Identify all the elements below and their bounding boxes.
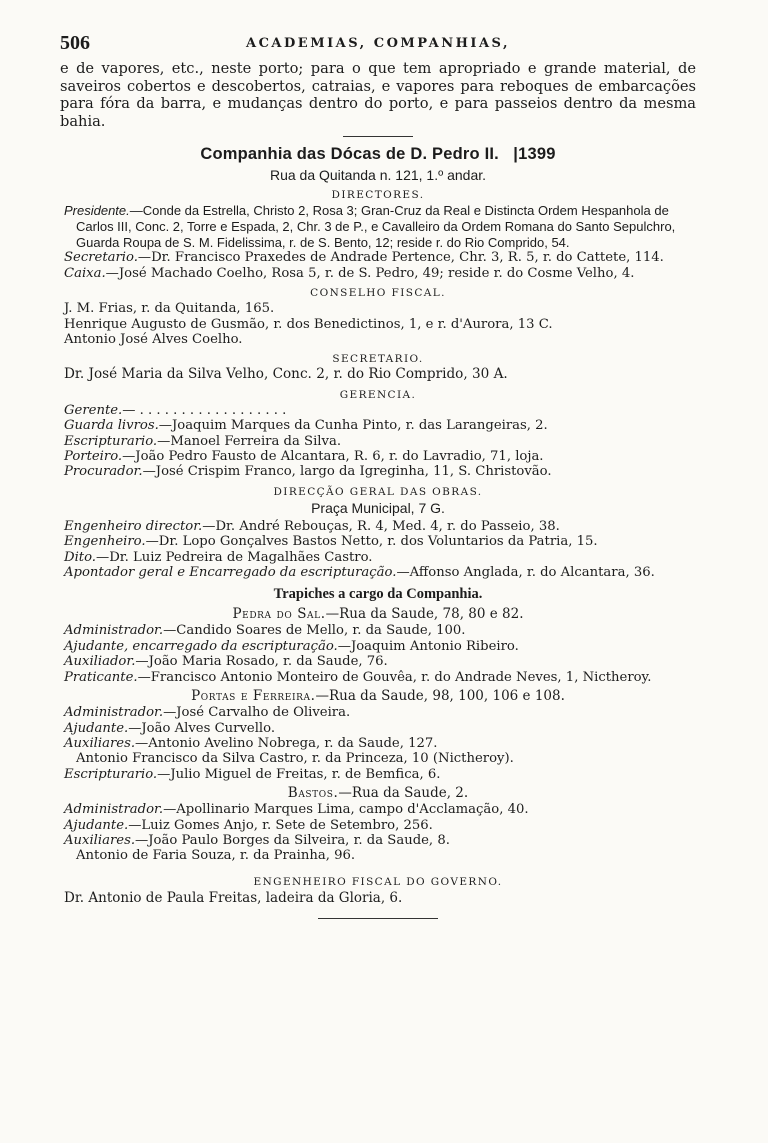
list-item	[60, 403, 696, 418]
company-title	[60, 145, 696, 164]
entry-text: —João Alves Curvello.	[128, 720, 276, 736]
role-label: Caixa.	[64, 265, 106, 281]
list-item	[60, 833, 696, 848]
pedra-do-sal-list	[60, 623, 696, 685]
list-item	[60, 250, 696, 265]
list-item: Antonio José Alves Coelho.	[64, 332, 243, 348]
page-number: 506	[60, 32, 90, 54]
section-heading-conselho-fiscal: CONSELHO FISCAL.	[310, 287, 446, 300]
conselho-list	[60, 301, 696, 347]
list-item	[60, 418, 696, 433]
entry-text: —Candido Soares de Mello, r. da Saude, 100.	[163, 623, 466, 639]
role-label: Ajudante, encarregado da escripturação.	[64, 638, 338, 654]
list-item: J. M. Frias, r. da Quitanda, 165.	[64, 301, 275, 317]
intro-paragraph: e de vapores, etc., neste porto; para o que tem apropriado e grande material, de saveiros cobertos e descobertos, catraias, e vapores para reboques de embarcações para fóra da barra, e mudanças dentro do porto, e para passeios dentro da mesma bahia.	[60, 60, 696, 130]
obras-address: Praça Municipal, 7 G.	[311, 499, 445, 516]
entry-text: —Julio Miguel de Freitas, r. de Bemfica, 6.	[157, 766, 441, 782]
list-item	[60, 434, 696, 449]
list-item	[60, 464, 696, 479]
entry-text: —Francisco Antonio Monteiro de Gouvêa, r. do Andrade Neves, 1, Nictheroy.	[137, 669, 652, 685]
list-item: Antonio Francisco da Silva Castro, r. da Princeza, 10 (Nictheroy).	[76, 751, 514, 767]
warehouse-heading-pedra-do-sal	[60, 606, 696, 622]
entry-text: —João Pedro Fausto de Alcantara, R. 6, r. do Lavradio, 71, loja.	[122, 449, 544, 465]
bastos-list	[60, 802, 696, 864]
warehouse-address: —Rua da Saude, 2.	[338, 785, 469, 802]
company-address: Rua da Quitanda n. 121, 1.º andar.	[269, 167, 487, 183]
entry-text: —Luiz Gomes Anjo, r. Sete de Setembro, 256.	[128, 817, 433, 833]
section-heading-directores: DIRECTORES.	[331, 189, 425, 201]
gerencia-list	[60, 403, 696, 480]
list-item: Antonio de Faria Souza, r. da Prainha, 96.	[76, 848, 356, 864]
warehouse-address: —Rua da Saude, 98, 100, 106 e 108.	[315, 688, 565, 705]
list-item	[60, 534, 696, 549]
list-item	[60, 623, 696, 638]
list-item	[60, 449, 696, 464]
warehouse-heading-bastos	[60, 785, 696, 801]
list-item	[60, 639, 696, 654]
entry-text: —Antonio Avelino Nobrega, r. da Saude, 127.	[135, 735, 438, 751]
list-item	[60, 203, 696, 250]
company-year: |1399	[503, 145, 556, 163]
divider	[343, 136, 413, 137]
portas-e-ferreira-list	[60, 705, 696, 782]
list-item	[60, 721, 696, 736]
entry-text: —Dr. Francisco Praxedes de Andrade Pertence, Chr. 3, R. 5, r. do Cattete, 114.	[137, 250, 664, 266]
role-label: Guarda livros.	[64, 418, 159, 434]
secretario-name: Dr. José Maria da Silva Velho, Conc. 2, r. do Rio Comprido, 30 A.	[64, 366, 508, 383]
role-label: Engenheiro.	[64, 534, 146, 550]
list-item	[60, 654, 696, 669]
list-item	[60, 818, 696, 833]
role-label: Auxiliares.	[64, 735, 136, 751]
warehouse-name: Bastos.	[287, 785, 339, 802]
role-label: Secretario.	[64, 250, 138, 266]
list-item	[60, 565, 696, 580]
role-label: Porteiro.	[64, 449, 123, 465]
entry-text: —Apollinario Marques Lima, campo d'Acclamação, 40.	[163, 802, 529, 818]
section-heading-obras: DIRECÇÃO GERAL DAS OBRAS.	[273, 485, 483, 498]
entry-text: —Affonso Anglada, r. do Alcantara, 36.	[396, 565, 655, 581]
entry-text: —José Machado Coelho, Rosa 5, r. de S. Pedro, 49; reside r. do Cosme Velho, 4.	[105, 265, 635, 281]
page	[60, 32, 696, 919]
list-item: Henrique Augusto de Gusmão, r. dos Benedictinos, 1, e r. d'Aurora, 13 C.	[64, 316, 553, 332]
warehouse-heading-portas-e-ferreira	[60, 688, 696, 704]
role-label: Dito.	[64, 549, 96, 565]
role-label: Praticante.	[64, 669, 138, 685]
role-label: Procurador.	[64, 464, 143, 480]
role-label: Escripturario.	[64, 766, 158, 782]
warehouse-name: Portas e Ferreira.	[191, 688, 316, 705]
role-label: Presidente.	[64, 203, 130, 218]
entry-text: —Dr. André Rebouças, R. 4, Med. 4, r. do Passeio, 38.	[202, 518, 560, 534]
trapiches-heading: Trapiches a cargo da Companhia.	[273, 586, 483, 603]
role-label: Administrador.	[64, 802, 164, 818]
role-label: Auxiliares.	[64, 832, 136, 848]
list-item	[60, 550, 696, 565]
entry-text: —Joaquim Marques da Cunha Pinto, r. das Larangeiras, 2.	[158, 418, 548, 434]
company-name: Companhia das Dócas de D. Pedro II.	[200, 145, 499, 163]
list-item	[60, 705, 696, 720]
role-label: Engenheiro director.	[64, 518, 203, 534]
list-item	[60, 670, 696, 685]
role-label: Administrador.	[64, 705, 164, 721]
entry-text: —João Paulo Borges da Silveira, r. da Saude, 8.	[135, 832, 450, 848]
list-item	[60, 767, 696, 782]
role-label: Escripturario.	[64, 433, 158, 449]
list-item	[60, 736, 696, 751]
directores-list	[60, 203, 696, 281]
warehouse-address: —Rua da Saude, 78, 80 e 82.	[325, 606, 524, 623]
entry-text: —João Maria Rosado, r. da Saude, 76.	[135, 654, 388, 670]
list-item	[60, 519, 696, 534]
section-heading-secretario: SECRETARIO.	[332, 353, 424, 366]
entry-text: —José Carvalho de Oliveira.	[163, 705, 351, 721]
entry-text: —Conde da Estrella, Christo 2, Rosa 3; Gran-Cruz da Real e Distincta Ordem Hespanhola de Carlos III, Conc. 2, Torre e Espada, 2, Chr. 3 de P., e Cavalleiro da Ordem Romana do Santo Sepulchro, Guarda Roupa de S. M. Fidelissima, r. de S. Bento, 12; reside r. do Rio Comprido, 54.	[76, 203, 676, 250]
list-item	[60, 802, 696, 817]
role-label: Apontador geral e Encarregado da escripturação.	[64, 565, 397, 581]
entry-text: — . . . . . . . . . . . . . . . . . .	[122, 402, 287, 418]
page-header	[60, 32, 696, 58]
entry-text: —Joaquim Antonio Ribeiro.	[337, 638, 519, 654]
list-item	[60, 266, 696, 281]
entry-text: —Dr. Lopo Gonçalves Bastos Netto, r. dos Voluntarios da Patria, 15.	[145, 534, 598, 550]
fiscal-name: Dr. Antonio de Paula Freitas, ladeira da Gloria, 6.	[64, 889, 403, 906]
entry-text: —Manoel Ferreira da Silva.	[157, 433, 342, 449]
section-heading-engenheiro-fiscal: ENGENHEIRO FISCAL DO GOVERNO.	[253, 875, 503, 888]
role-label: Gerente.	[64, 402, 123, 418]
section-heading-gerencia: GERENCIA.	[339, 388, 417, 401]
role-label: Ajudante.	[64, 720, 129, 736]
role-label: Administrador.	[64, 623, 164, 639]
role-label: Ajudante.	[64, 817, 129, 833]
end-divider	[318, 918, 438, 919]
obras-list	[60, 519, 696, 581]
running-head: ACADEMIAS, COMPANHIAS,	[246, 36, 510, 51]
entry-text: —José Crispim Franco, largo da Igreginha, 11, S. Christovão.	[142, 464, 552, 480]
role-label: Auxiliador.	[64, 654, 136, 670]
warehouse-name: Pedra do Sal.	[232, 606, 326, 623]
entry-text: —Dr. Luiz Pedreira de Magalhães Castro.	[96, 549, 373, 565]
